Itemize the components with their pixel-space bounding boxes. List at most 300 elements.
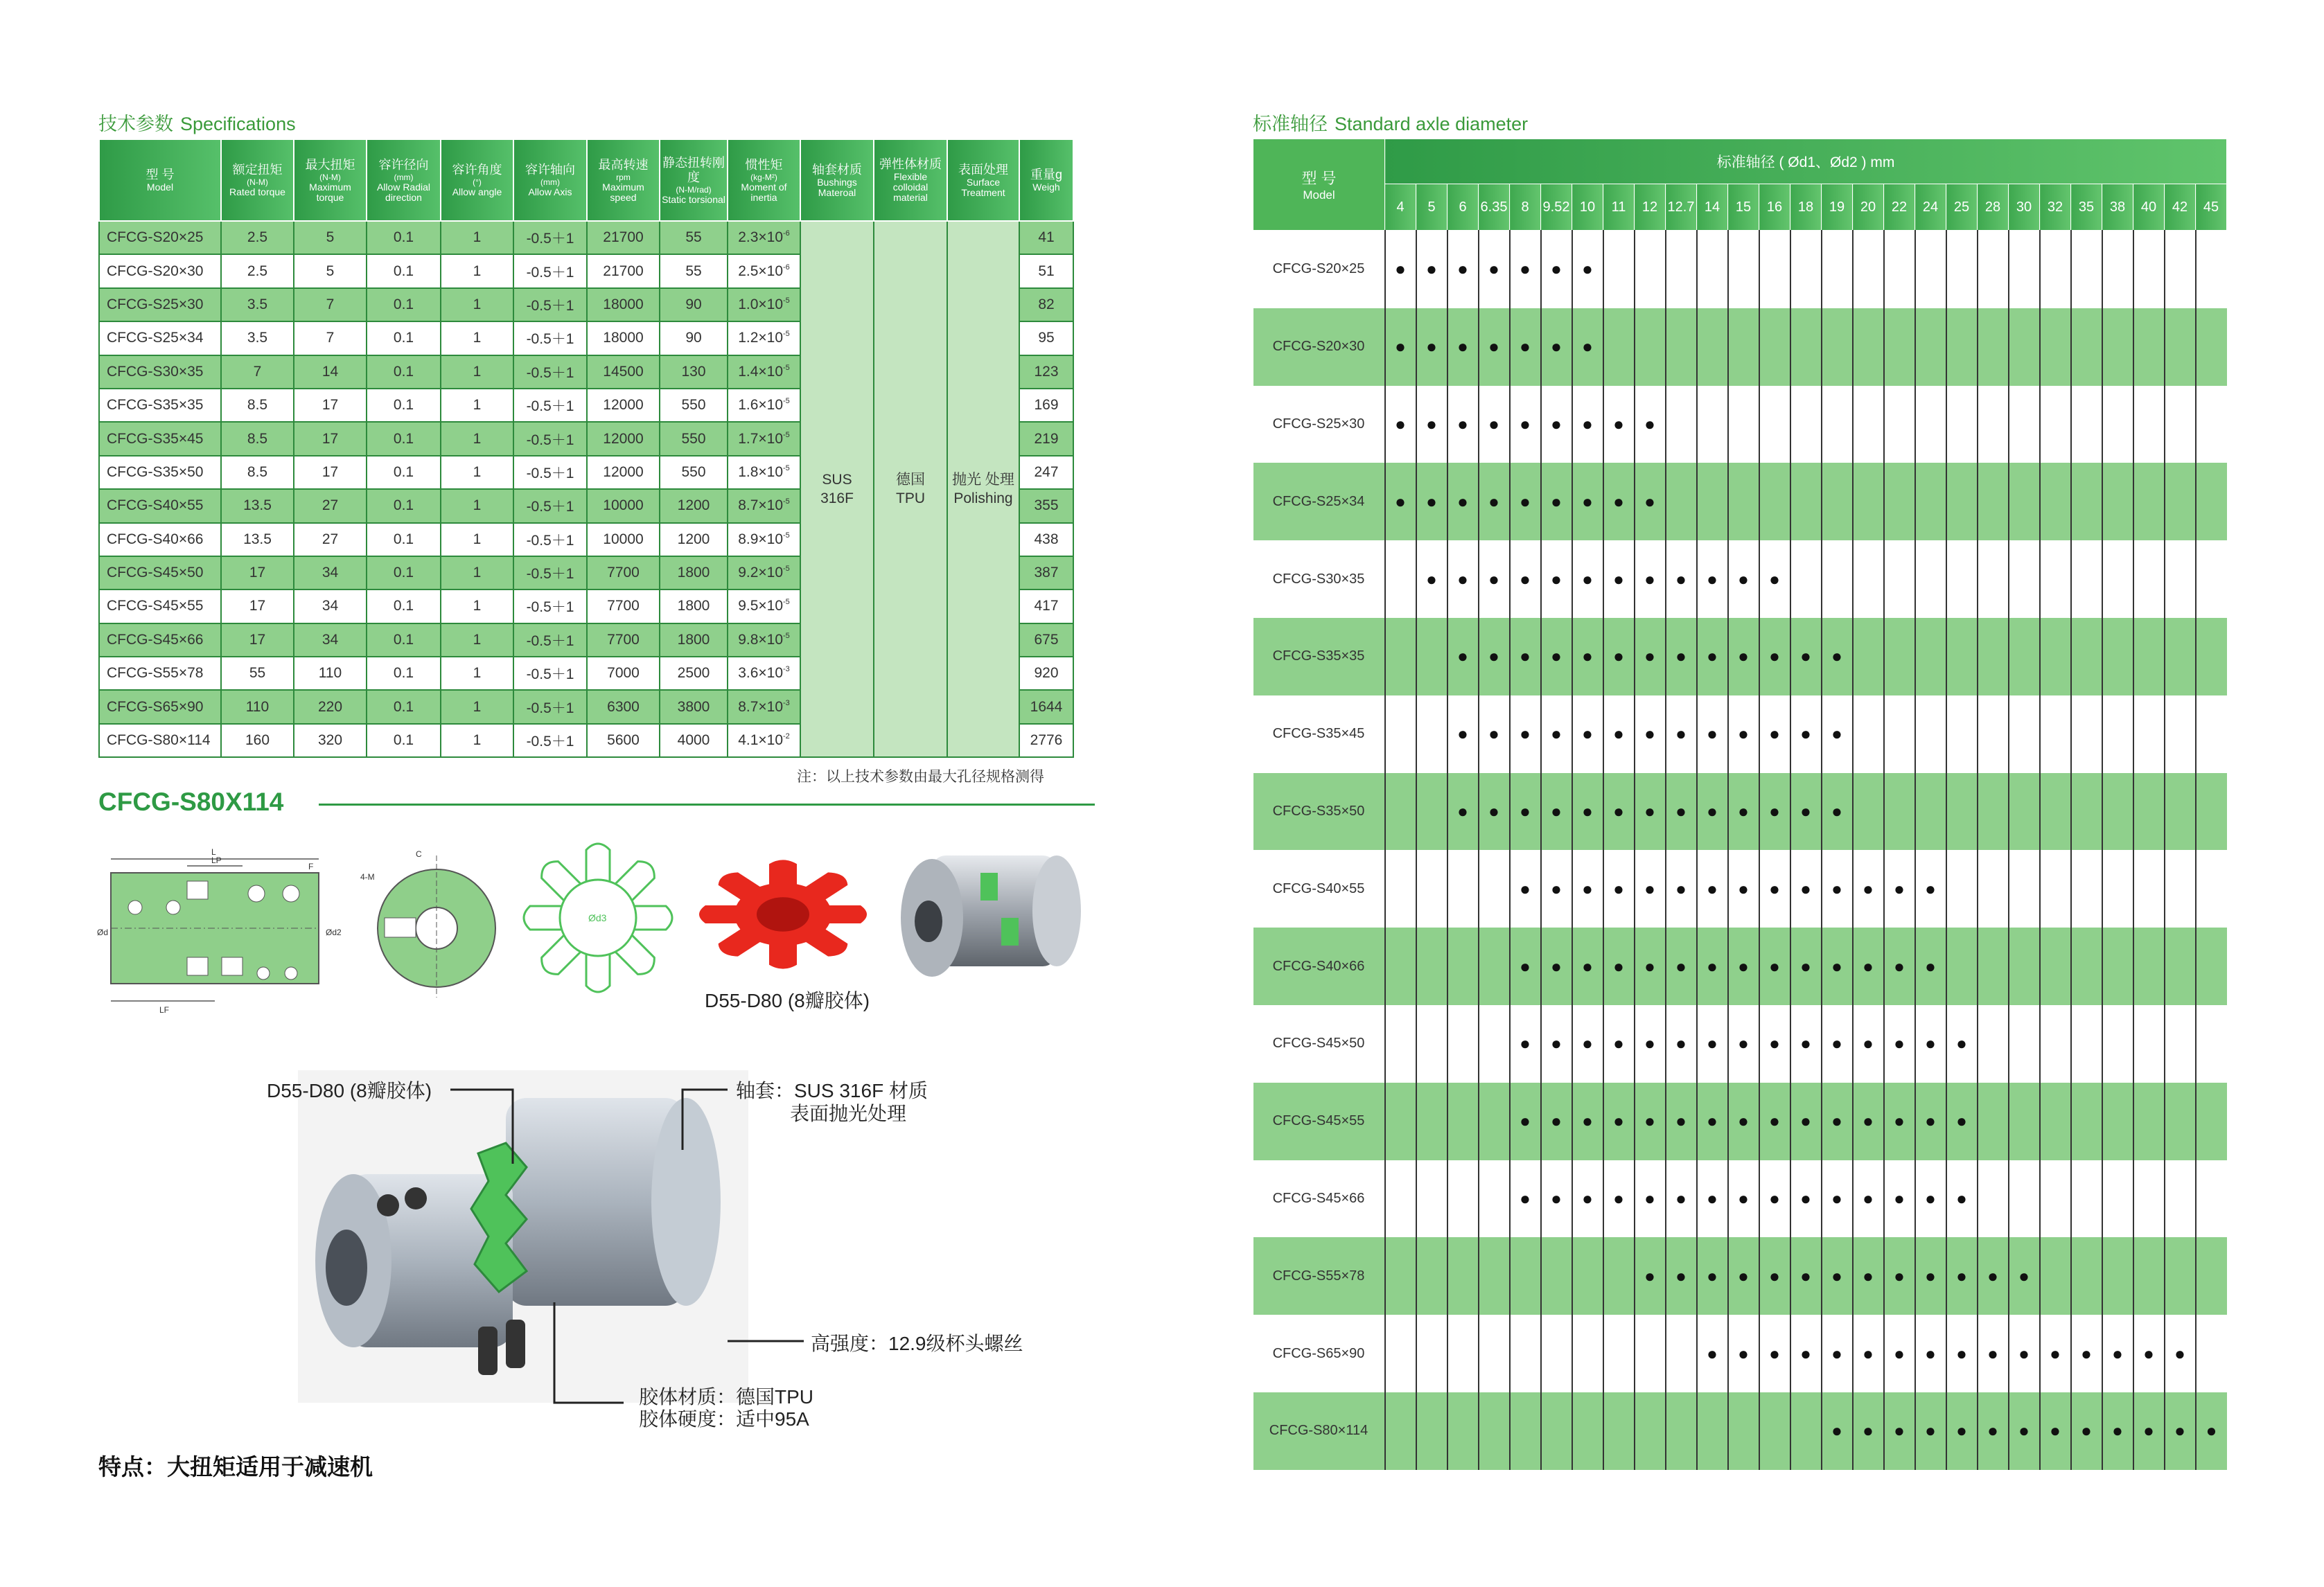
spec-cell-radial: 0.1: [367, 288, 441, 321]
axle-cell: [1884, 695, 1915, 773]
axle-cell: [2133, 231, 2165, 308]
axle-dot: ●: [1510, 695, 1541, 773]
axle-cell: [2009, 308, 2040, 386]
axle-cell: [2196, 1005, 2227, 1083]
axle-dot: ●: [2071, 1315, 2102, 1392]
axle-dot: ●: [1884, 1315, 1915, 1392]
spec-cell-stiff: 1800: [660, 556, 728, 589]
inertia-exponent: -2: [783, 732, 790, 741]
spec-title-cn: 技术参数: [98, 114, 173, 134]
axle-cell: [1603, 1392, 1635, 1470]
axle-cell: [1385, 1160, 1416, 1238]
axle-dot: ●: [1572, 928, 1603, 1005]
axle-cell: [1666, 1315, 1697, 1392]
spec-header-0-en: Model: [146, 181, 174, 193]
axle-row: [1253, 928, 2227, 1005]
axle-dot: ●: [1541, 850, 1572, 928]
axle-row: [1253, 618, 2227, 695]
axle-cell: [1635, 1315, 1666, 1392]
axle-dot: ●: [1603, 618, 1635, 695]
axle-cell: [2196, 695, 2227, 773]
axle-dot: ●: [1728, 928, 1759, 1005]
spec-cell-angle: 1: [441, 456, 513, 489]
axle-dot: ●: [1759, 1237, 1790, 1315]
spec-cell-max: 7: [294, 321, 367, 355]
axle-cell: [1822, 540, 1853, 618]
axle-dot: ●: [1603, 386, 1635, 463]
axle-cell: [2165, 1237, 2196, 1315]
axle-cell: [1603, 308, 1635, 386]
dim-LF: LF: [159, 1005, 170, 1015]
spec-cell-speed: 12000: [587, 456, 660, 489]
spec-cell-angle: 1: [441, 690, 513, 723]
diameter-header: 14: [1697, 184, 1728, 231]
axle-cell: [1978, 386, 2009, 463]
spec-cell-model: CFCG-S65×90: [99, 690, 221, 723]
axle-dot: ●: [1822, 1083, 1853, 1160]
spec-cell-model: CFCG-S35×50: [99, 456, 221, 489]
axle-cell: [1572, 1315, 1603, 1392]
inertia-exponent: -3: [783, 698, 790, 707]
axle-dot: ●: [1541, 618, 1572, 695]
spec-cell-rated: 7: [221, 355, 294, 389]
axle-dot: ●: [2165, 1392, 2196, 1470]
axle-cell: [2102, 618, 2133, 695]
spider-caption: D55-D80 (8瓣胶体): [705, 990, 870, 1011]
spec-cell-speed: 12000: [587, 389, 660, 422]
diameter-header: 6: [1447, 184, 1479, 231]
axle-cell: [2040, 386, 2071, 463]
axle-dot: ●: [1541, 386, 1572, 463]
axle-model: CFCG-S25×30: [1253, 386, 1385, 463]
axle-cell: [1666, 1392, 1697, 1470]
axle-cell: [1978, 1005, 2009, 1083]
axle-cell: [1385, 928, 1416, 1005]
axle-cell: [1416, 1315, 1447, 1392]
bushing-cell-text: SUS 316F: [820, 472, 854, 507]
axle-cell: [1790, 463, 1822, 540]
axle-cell: [2102, 540, 2133, 618]
axle-cell: [1853, 386, 1884, 463]
spec-cell-radial: 0.1: [367, 556, 441, 589]
axle-cell: [1666, 231, 1697, 308]
axle-cell: [1572, 1237, 1603, 1315]
spec-cell-max: 17: [294, 389, 367, 422]
spec-header-11-en: Surface Treatment: [961, 176, 1005, 198]
axle-cell: [1884, 540, 1915, 618]
diameter-header: 28: [1978, 184, 2009, 231]
axle-model: CFCG-S80×114: [1253, 1392, 1385, 1470]
spec-cell-max: 27: [294, 489, 367, 522]
diameter-header: 20: [1853, 184, 1884, 231]
axle-dot: ●: [1666, 1005, 1697, 1083]
axle-cell: [1666, 308, 1697, 386]
axle-dot: ●: [1603, 1160, 1635, 1238]
spec-cell-stiff: 1800: [660, 589, 728, 623]
axle-dot: ●: [1510, 463, 1541, 540]
axle-cell: [1884, 231, 1915, 308]
axle-dot: ●: [1447, 540, 1479, 618]
inertia-base: 1.2×10: [738, 330, 784, 346]
axle-dot: ●: [1510, 386, 1541, 463]
axle-dot: ●: [1635, 1160, 1666, 1238]
axle-cell: [2040, 850, 2071, 928]
axle-dot: ●: [1728, 1160, 1759, 1238]
spec-cell-rated: 2.5: [221, 254, 294, 287]
axle-dot: ●: [1697, 618, 1728, 695]
axle-cell: [1915, 618, 1946, 695]
spec-cell-angle: 1: [441, 321, 513, 355]
spec-cell-model: CFCG-S30×35: [99, 355, 221, 389]
axle-dot: ●: [1510, 308, 1541, 386]
spec-cell-stiff: 1200: [660, 489, 728, 522]
axle-dot: ●: [1572, 386, 1603, 463]
axle-model: CFCG-S45×50: [1253, 1005, 1385, 1083]
axle-dot: ●: [1572, 773, 1603, 851]
axle-cell: [1447, 1160, 1479, 1238]
axle-cell: [1853, 308, 1884, 386]
axle-cell: [1946, 928, 1978, 1005]
axle-dot: ●: [1572, 231, 1603, 308]
axle-cell: [2196, 618, 2227, 695]
axle-cell: [2071, 1160, 2102, 1238]
axle-cell: [2009, 1005, 2040, 1083]
spec-cell-radial: 0.1: [367, 456, 441, 489]
axle-cell: [1416, 1005, 1447, 1083]
axle-cell: [2133, 540, 2165, 618]
spec-cell-axis: -0.5＋1: [513, 389, 587, 422]
spec-cell-max: 5: [294, 254, 367, 287]
axle-cell: [1978, 618, 2009, 695]
spec-cell-speed: 10000: [587, 523, 660, 556]
axle-dot: ●: [1603, 695, 1635, 773]
axle-dot: ●: [1978, 1237, 2009, 1315]
spec-cell-speed: 6300: [587, 690, 660, 723]
axle-cell: [2071, 1083, 2102, 1160]
axle-cell: [2102, 1083, 2133, 1160]
axle-dot: ●: [1946, 1237, 1978, 1315]
inertia-exponent: -5: [783, 430, 790, 439]
axle-dot: ●: [1510, 850, 1541, 928]
spec-cell-speed: 10000: [587, 489, 660, 522]
dim-d3: Ød3: [588, 912, 607, 923]
spec-header-3-en: Allow Radial direction: [376, 181, 431, 203]
inertia-base: 1.0×10: [738, 296, 784, 312]
spec-header-5-unit: (mm): [540, 177, 560, 187]
axle-cell: [1759, 386, 1790, 463]
axle-dot: ●: [1915, 1083, 1946, 1160]
axle-dot: ●: [1759, 695, 1790, 773]
axle-dot: ●: [1946, 1083, 1978, 1160]
axle-dot: ●: [1635, 618, 1666, 695]
spec-cell-model: CFCG-S35×35: [99, 389, 221, 422]
dim-C: C: [416, 849, 422, 859]
spec-cell-rated: 17: [221, 623, 294, 657]
axle-cell: [1822, 308, 1853, 386]
spec-cell-model: CFCG-S45×55: [99, 589, 221, 623]
feature-text: 特点：大扭矩适用于减速机: [98, 1454, 373, 1480]
axle-cell: [1978, 308, 2009, 386]
spec-cell-max: 34: [294, 589, 367, 623]
axle-cell: [1385, 540, 1416, 618]
spec-cell-stiff: 1200: [660, 523, 728, 556]
spec-cell-stiff: 130: [660, 355, 728, 389]
axle-cell: [1603, 231, 1635, 308]
inertia-exponent: -3: [783, 665, 790, 674]
inertia-base: 1.7×10: [738, 430, 784, 447]
spec-cell-radial: 0.1: [367, 657, 441, 690]
axle-cell: [1603, 1237, 1635, 1315]
axle-dot: ●: [1447, 695, 1479, 773]
axle-cell: [1946, 618, 1978, 695]
axle-dot: ●: [1697, 695, 1728, 773]
axle-dot: ●: [1728, 1005, 1759, 1083]
axle-cell: [1541, 1392, 1572, 1470]
spec-cell-radial: 0.1: [367, 321, 441, 355]
axle-dot: ●: [1541, 463, 1572, 540]
axle-dot: ●: [1978, 1392, 2009, 1470]
spec-cell-angle: 1: [441, 288, 513, 321]
axle-cell: [1572, 1392, 1603, 1470]
axle-dot: ●: [1884, 850, 1915, 928]
axle-cell: [1447, 1315, 1479, 1392]
axle-cell: [2071, 928, 2102, 1005]
spec-cell-weight: 51: [1019, 254, 1073, 287]
inertia-base: 8.9×10: [738, 531, 784, 547]
axle-row: [1253, 1237, 2227, 1315]
callout-tpu-1: 胶体材质：德国TPU: [639, 1386, 814, 1408]
spec-cell-angle: 1: [441, 556, 513, 589]
spec-cell-angle: 1: [441, 489, 513, 522]
axle-dot: ●: [1635, 773, 1666, 851]
axle-cell: [2040, 1083, 2071, 1160]
axle-dot: ●: [1822, 1160, 1853, 1238]
spec-header-2-cn: 最大扭矩: [305, 157, 355, 172]
axle-cell: [2009, 463, 2040, 540]
axle-model: CFCG-S35×45: [1253, 695, 1385, 773]
axle-dot: ●: [1479, 695, 1510, 773]
axle-dot: ●: [1978, 1315, 2009, 1392]
axle-dot: ●: [1541, 928, 1572, 1005]
spec-cell-max: 320: [294, 724, 367, 757]
axle-cell: [1728, 386, 1759, 463]
spec-header-7-cn: 静态扭转刚度: [662, 155, 725, 184]
axle-dot: ●: [1853, 1392, 1884, 1470]
axle-dot: ●: [1915, 850, 1946, 928]
axle-dot: ●: [1541, 231, 1572, 308]
axle-dot: ●: [1946, 1005, 1978, 1083]
axle-table: [1253, 139, 2227, 1470]
callout-bushing-2: 表面抛光处理: [790, 1103, 907, 1124]
axle-cell: [2165, 308, 2196, 386]
axle-cell: [1728, 463, 1759, 540]
spec-cell-angle: 1: [441, 221, 513, 254]
axle-cell: [1416, 850, 1447, 928]
diameter-header: 30: [2009, 184, 2040, 231]
axle-cell: [1447, 1237, 1479, 1315]
axle-cell: [2102, 695, 2133, 773]
spec-cell-rated: 55: [221, 657, 294, 690]
axle-diameter-header: 标准轴径 ( Ød1、Ød2 ) mm: [1385, 139, 2227, 184]
axle-cell: [1385, 773, 1416, 851]
spec-cell-max: 110: [294, 657, 367, 690]
axle-body: [1253, 231, 2227, 1470]
axle-dot: ●: [1416, 463, 1447, 540]
axle-cell: [2196, 1083, 2227, 1160]
axle-model-header-en: Model: [1303, 188, 1335, 202]
inertia-exponent: -6: [783, 263, 790, 272]
axle-cell: [1884, 773, 1915, 851]
spec-cell-max: 17: [294, 422, 367, 455]
axle-dot: ●: [1666, 1083, 1697, 1160]
axle-dot: ●: [1603, 1005, 1635, 1083]
axle-dot: ●: [1635, 1237, 1666, 1315]
spec-cell-radial: 0.1: [367, 589, 441, 623]
surface-cell-text: 抛光 处理 Polishing: [952, 472, 1014, 507]
spec-header-4-unit: (°): [473, 177, 482, 187]
axle-dot: ●: [1479, 463, 1510, 540]
axle-cell: [2196, 850, 2227, 928]
axle-cell: [2009, 618, 2040, 695]
spec-cell-angle: 1: [441, 623, 513, 657]
axle-cell: [2009, 231, 2040, 308]
axle-dot: ●: [1915, 928, 1946, 1005]
axle-cell: [2165, 463, 2196, 540]
spec-cell-rated: 8.5: [221, 389, 294, 422]
spec-cell-axis: -0.5＋1: [513, 623, 587, 657]
axle-dot: ●: [1510, 928, 1541, 1005]
axle-cell: [2165, 618, 2196, 695]
axle-cell: [2165, 1005, 2196, 1083]
diameter-header: 24: [1915, 184, 1946, 231]
axle-cell: [1416, 695, 1447, 773]
spec-cell-weight: 95: [1019, 321, 1073, 355]
axle-dot: ●: [1541, 308, 1572, 386]
axle-cell: [1946, 695, 1978, 773]
axle-cell: [1697, 463, 1728, 540]
axle-dot: ●: [1447, 773, 1479, 851]
callout-spider: D55-D80 (8瓣胶体): [267, 1080, 432, 1101]
axle-cell: [1884, 463, 1915, 540]
diameter-header: 9.52: [1541, 184, 1572, 231]
axle-dot: ●: [1447, 231, 1479, 308]
spec-note: 注：以上技术参数由最大孔径规格测得: [797, 769, 1044, 785]
axle-dot: ●: [1884, 1392, 1915, 1470]
diameter-header: 40: [2133, 184, 2165, 231]
axle-cell: [2071, 1237, 2102, 1315]
axle-cell: [2165, 850, 2196, 928]
inertia-exponent: -5: [783, 397, 790, 406]
spec-cell-radial: 0.1: [367, 724, 441, 757]
axle-model: CFCG-S55×78: [1253, 1237, 1385, 1315]
spec-cell-max: 5: [294, 221, 367, 254]
axle-dot: ●: [1510, 618, 1541, 695]
axle-cell: [1822, 231, 1853, 308]
axle-cell: [2196, 928, 2227, 1005]
axle-dot: ●: [1728, 1315, 1759, 1392]
axle-cell: [1790, 386, 1822, 463]
axle-dot: ●: [1759, 773, 1790, 851]
inertia-base: 9.8×10: [738, 631, 784, 648]
axle-cell: [1790, 1392, 1822, 1470]
inertia-exponent: -5: [783, 463, 790, 472]
inertia-exponent: -5: [783, 598, 790, 607]
spec-header-9-en: Bushings Materoal: [817, 176, 857, 198]
axle-cell: [1510, 1392, 1541, 1470]
diameter-header: 4: [1385, 184, 1416, 231]
axle-cell: [1385, 1237, 1416, 1315]
axle-dot: ●: [1572, 1083, 1603, 1160]
axle-dot: ●: [1853, 1315, 1884, 1392]
axle-dot: ●: [1666, 773, 1697, 851]
axle-dot: ●: [1416, 308, 1447, 386]
spec-cell-max: 220: [294, 690, 367, 723]
axle-dot: ●: [2102, 1392, 2133, 1470]
inertia-base: 1.4×10: [738, 363, 784, 380]
diameter-header: 19: [1822, 184, 1853, 231]
axle-dot: ●: [2196, 1392, 2227, 1470]
axle-cell: [1822, 463, 1853, 540]
spec-cell-weight: 417: [1019, 589, 1073, 623]
axle-dot: ●: [1915, 1160, 1946, 1238]
axle-dot: ●: [1728, 540, 1759, 618]
axle-dot: ●: [1884, 1083, 1915, 1160]
spec-cell-axis: -0.5＋1: [513, 489, 587, 522]
spec-cell-model: CFCG-S35×45: [99, 422, 221, 455]
dim-4M: 4-M: [360, 872, 375, 882]
axle-cell: [1447, 1005, 1479, 1083]
axle-dot: ●: [1572, 540, 1603, 618]
spec-cell-radial: 0.1: [367, 690, 441, 723]
axle-cell: [1884, 308, 1915, 386]
axle-row: [1253, 1160, 2227, 1238]
spec-cell-rated: 8.5: [221, 456, 294, 489]
spec-cell-axis: -0.5＋1: [513, 523, 587, 556]
spec-header-2-unit: (N-M): [319, 172, 341, 182]
axle-cell: [1479, 1392, 1510, 1470]
axle-cell: [1884, 386, 1915, 463]
axle-cell: [1416, 1237, 1447, 1315]
axle-dot: ●: [1790, 773, 1822, 851]
axle-dot: ●: [1946, 1160, 1978, 1238]
axle-cell: [1479, 850, 1510, 928]
spec-header-9-cn: 轴套材质: [812, 162, 862, 177]
axle-cell: [2196, 1315, 2227, 1392]
axle-dot: ●: [1603, 773, 1635, 851]
axle-dot: ●: [1728, 850, 1759, 928]
diameter-header: 45: [2196, 184, 2227, 231]
axle-cell: [1479, 1005, 1510, 1083]
axle-dot: ●: [1510, 773, 1541, 851]
spec-cell-stiff: 550: [660, 456, 728, 489]
axle-cell: [2071, 231, 2102, 308]
axle-dot: ●: [1635, 1005, 1666, 1083]
spec-cell-radial: 0.1: [367, 523, 441, 556]
spec-cell-angle: 1: [441, 724, 513, 757]
axle-dot: ●: [1603, 850, 1635, 928]
axle-cell: [2040, 463, 2071, 540]
axle-cell: [2196, 540, 2227, 618]
axle-cell: [1666, 386, 1697, 463]
axle-dot: ●: [1385, 386, 1416, 463]
spec-cell-angle: 1: [441, 355, 513, 389]
axle-cell: [1416, 928, 1447, 1005]
axle-dot: ●: [1790, 850, 1822, 928]
axle-cell: [2102, 850, 2133, 928]
axle-cell: [2133, 850, 2165, 928]
axle-dot: ●: [2102, 1315, 2133, 1392]
axle-cell: [1853, 463, 1884, 540]
